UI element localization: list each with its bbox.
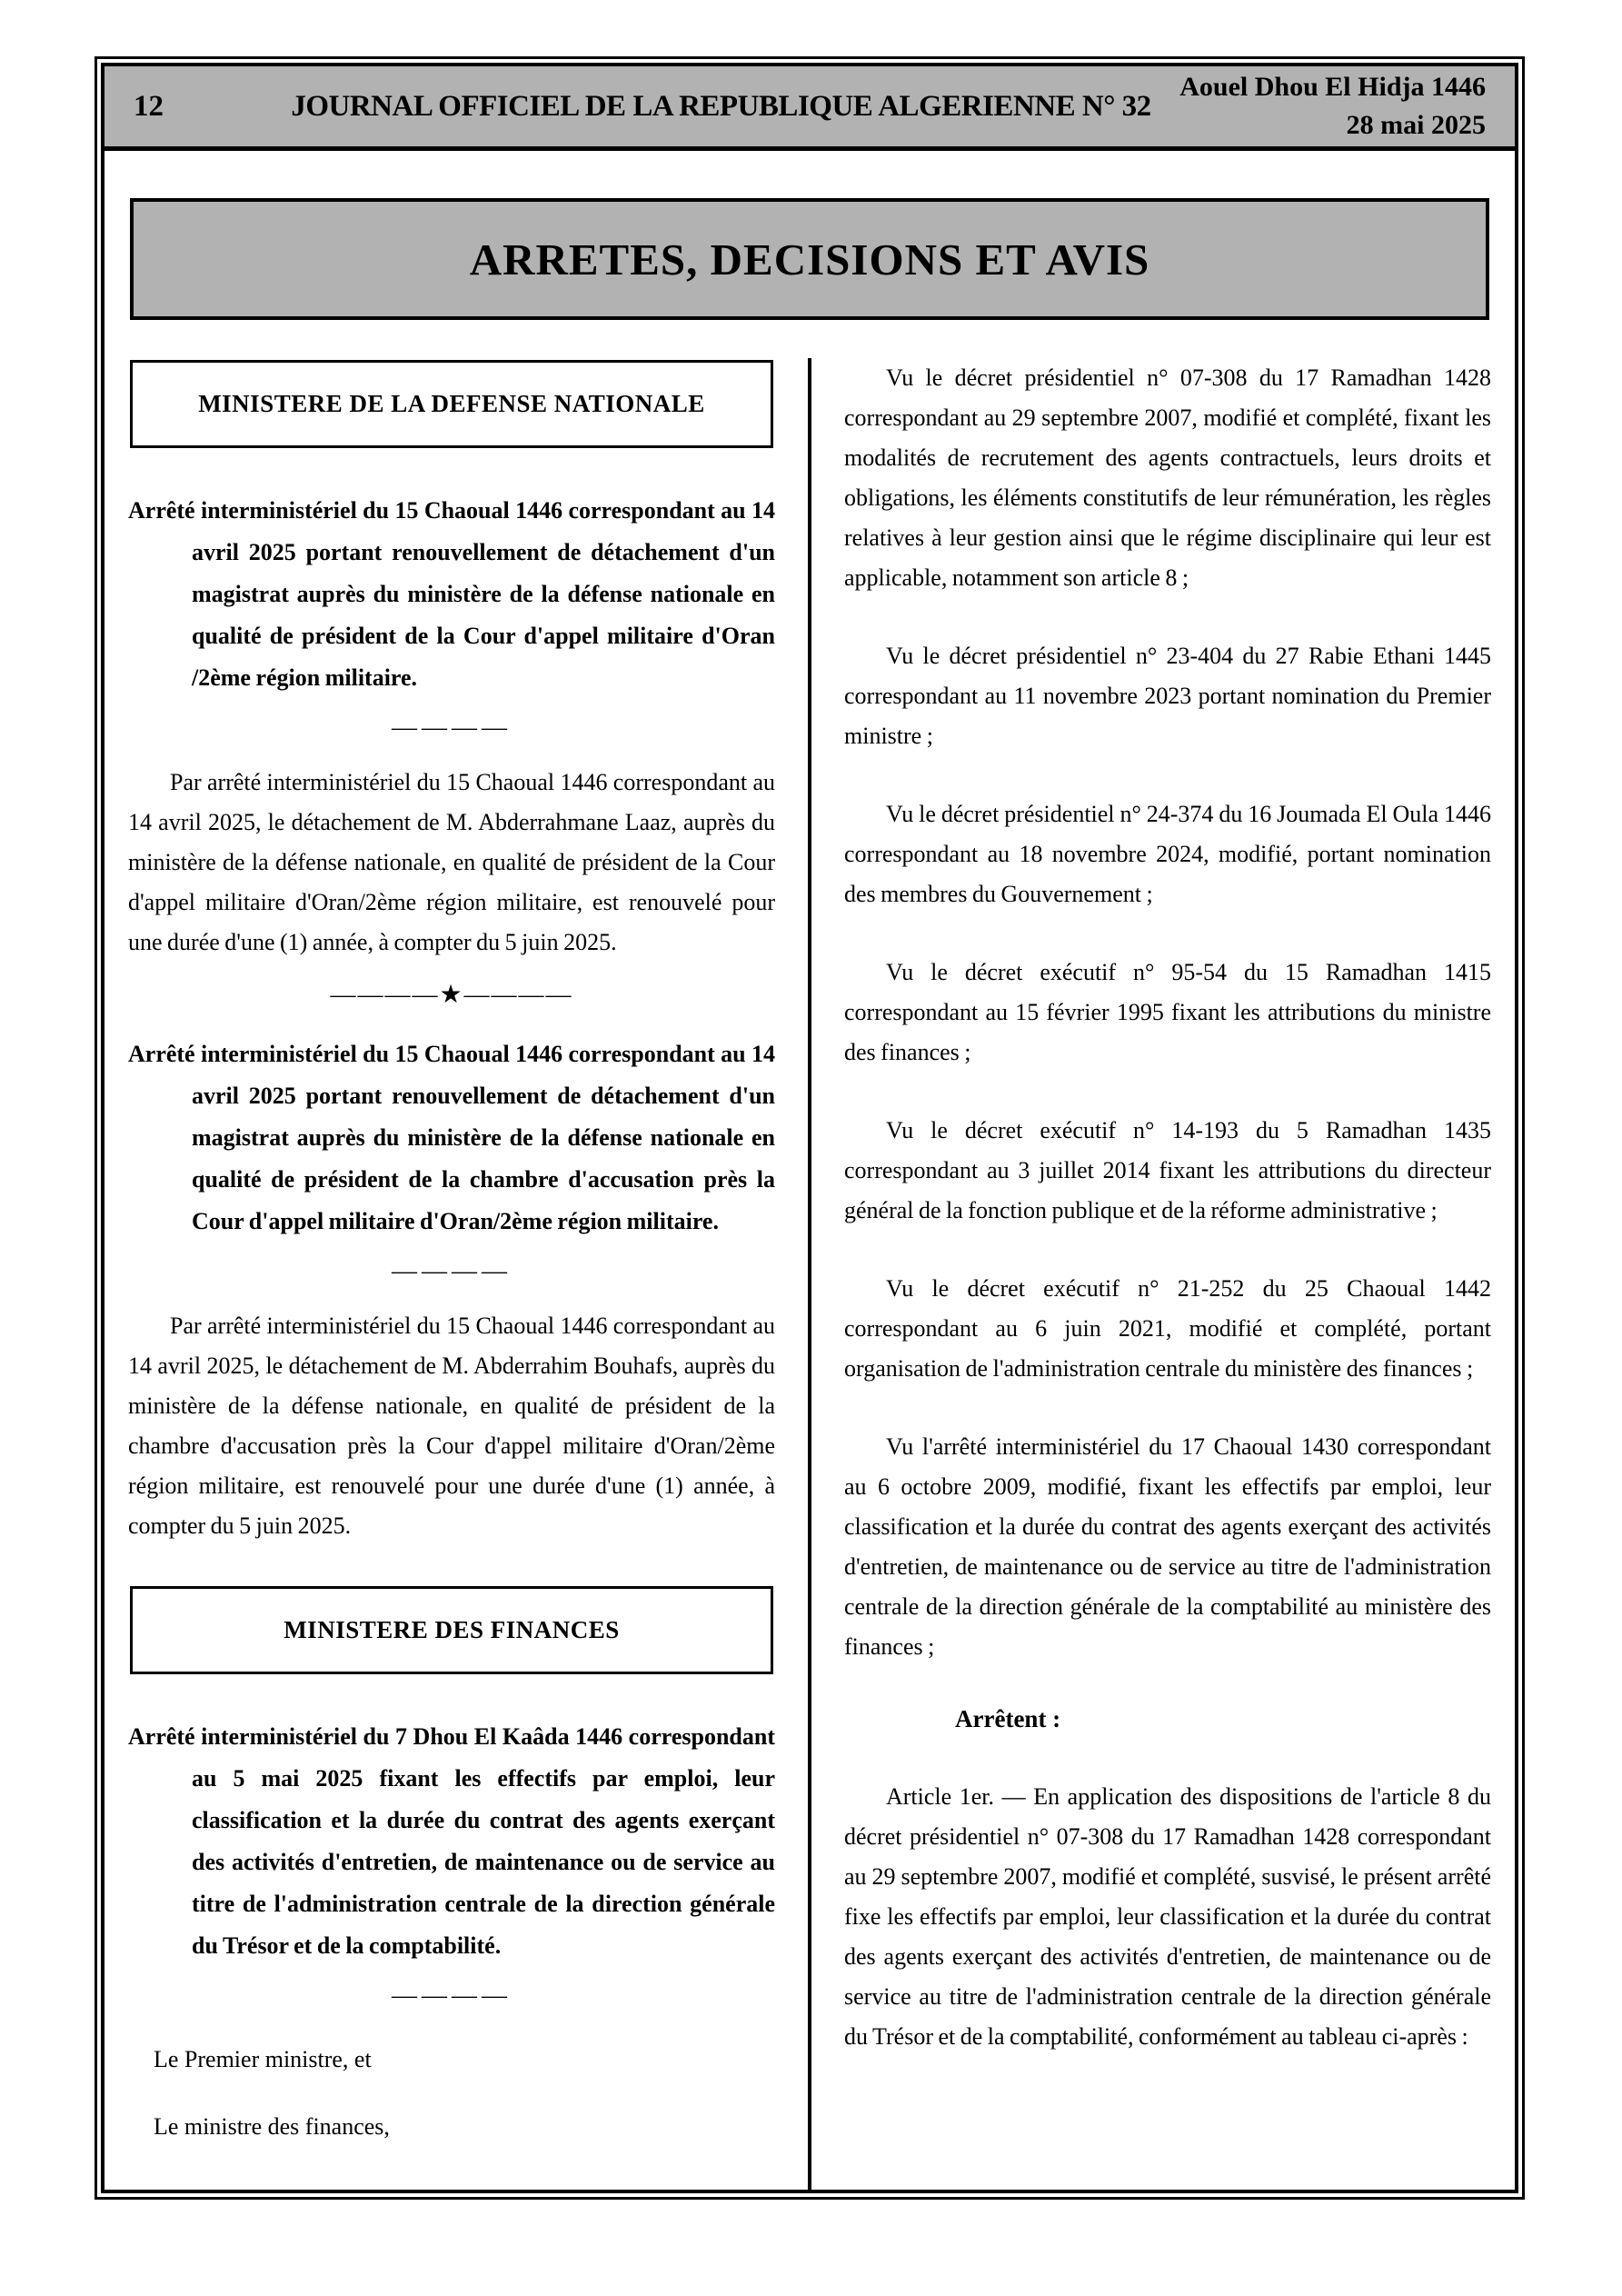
journal-page <box>95 56 1525 2200</box>
signatory-premier-ministre: Le Premier ministre, et <box>154 2046 372 2072</box>
page-frame <box>101 63 1518 2193</box>
page-header <box>104 66 1515 151</box>
vu-paragraph: Vu le décret exécutif n° 21-252 du 25 Chaoual 1442 correspondant au 6 juin 2021, modifié et complété, portant organisation de l'administration centrale du ministère des finances ; <box>844 1275 1491 1382</box>
journal-title: JOURNAL OFFICIEL DE LA REPUBLIQUE ALGERIENNE N° 32 <box>291 89 1151 123</box>
date-hijri: Aouel Dhou El Hidja 1446 <box>1179 72 1486 102</box>
date-gregorian: 28 mai 2025 <box>1346 110 1486 140</box>
star-separator: ————★———— <box>330 981 573 1009</box>
signatory-ministre-finances: Le ministre des finances, <box>154 2113 390 2140</box>
issue-dates <box>1172 68 1486 145</box>
dash-separator: ———— <box>392 1257 512 1285</box>
column-divider <box>808 358 811 2190</box>
vu-paragraph: Vu le décret présidentiel n° 24-374 du 16 Joumada El Oula 1446 correspondant au 18 novembre 2024, modifié, portant nomination des membres du Gouvernement ; <box>844 801 1491 907</box>
decree-heading-2: Arrêté interministériel du 15 Chaoual 1446 correspondant au 14 avril 2025 portant renouvellement de détachement d'un magistrat auprès du ministère de la défense nationale en qualité de président de la chambre d'accusation près la Cour d'appel militaire d'Oran/2ème région militaire. <box>128 1041 775 1234</box>
vu-paragraph: Vu l'arrêté interministériel du 17 Chaoual 1430 correspondant au 6 octobre 2009, modifié, fixant les effectifs par emploi, leur classification et la durée du contrat des agents exerçant des activités d'entretien, de maintenance ou de service au titre de l'administration centrale de la direction générale de la comptabilité au ministère des finances ; <box>844 1433 1491 1660</box>
decree-heading-3: Arrêté interministériel du 7 Dhou El Kaâda 1446 correspondant au 5 mai 2025 fixant les effectifs par emploi, leur classification et la durée du contrat des agents exerçant des activités d'entretien, de maintenance ou de service au titre de l'administration centrale de la direction générale du Trésor et de la comptabilité. <box>128 1723 775 1959</box>
section-banner <box>130 198 1489 320</box>
decree-heading-1: Arrêté interministériel du 15 Chaoual 1446 correspondant au 14 avril 2025 portant renouvellement de détachement d'un magistrat auprès du ministère de la défense nationale en qualité de président de la Cour d'appel militaire d'Oran /2ème région militaire. <box>128 497 775 691</box>
ministry-box-defense: MINISTERE DE LA DEFENSE NATIONALE <box>130 360 773 448</box>
decree-paragraph-2: Par arrêté interministériel du 15 Chaoual 1446 correspondant au 14 avril 2025, le détachement de M. Abderrahim Bouhafs, auprès du ministère de la défense nationale, en qualité de président de la chambre d'accusation près la Cour d'appel militaire d'Oran/2ème région militaire, est renouvelé pour une durée d'une (1) année, à compter du 5 juin 2025. <box>128 1313 775 1539</box>
right-column <box>844 358 1491 2190</box>
decree-paragraph-1: Par arrêté interministériel du 15 Chaoual 1446 correspondant au 14 avril 2025, le détachement de M. Abderrahmane Laaz, auprès du ministère de la défense nationale, en qualité de président de la Cour d'appel militaire d'Oran/2ème région militaire, est renouvelé pour une durée d'une (1) année, à compter du 5 juin 2025. <box>128 769 775 955</box>
arretent-label: Arrêtent : <box>955 1705 1061 1732</box>
dash-separator: ———— <box>392 714 512 742</box>
vu-paragraph: Vu le décret exécutif n° 14-193 du 5 Ramadhan 1435 correspondant au 3 juillet 2014 fixant les attributions du directeur général de la fonction publique et de la réforme administrative ; <box>844 1117 1491 1223</box>
page-number: 12 <box>134 89 164 123</box>
two-column-layout <box>104 358 1515 2190</box>
vu-paragraph: Vu le décret présidentiel n° 07-308 du 17 Ramadhan 1428 correspondant au 29 septembre 2007, modifié et complété, fixant les modalités de recrutement des agents contractuels, leurs droits et obligations, les éléments constitutifs de leur rémunération, les règles relatives à leur gestion ainsi que le régime disciplinaire qui leur est applicable, notamment son article 8 ; <box>844 364 1491 591</box>
ministry-box-finances: MINISTERE DES FINANCES <box>130 1586 773 1674</box>
banner-title: ARRETES, DECISIONS ET AVIS <box>469 234 1150 285</box>
vu-paragraph: Vu le décret exécutif n° 95-54 du 15 Ramadhan 1415 correspondant au 15 février 1995 fixant les attributions du ministre des finances ; <box>844 959 1491 1065</box>
vu-paragraph: Vu le décret présidentiel n° 23-404 du 27 Rabie Ethani 1445 correspondant au 11 novembre 2023 portant nomination du Premier ministre ; <box>844 643 1491 749</box>
dash-separator: ———— <box>392 1982 512 2010</box>
article-1-paragraph: Article 1er. — En application des dispositions de l'article 8 du décret présidentiel n° 07-308 du 17 Ramadhan 1428 correspondant au 29 septembre 2007, modifié et complété, susvisé, le présent arrêté fixe les effectifs par emploi, leur classification et la durée du contrat des agents exerçant des activités d'entretien, de maintenance ou de service au titre de l'administration centrale de la direction générale du Trésor et de la comptabilité, conformément au tableau ci-après : <box>844 1783 1491 2050</box>
left-column <box>128 358 775 2190</box>
